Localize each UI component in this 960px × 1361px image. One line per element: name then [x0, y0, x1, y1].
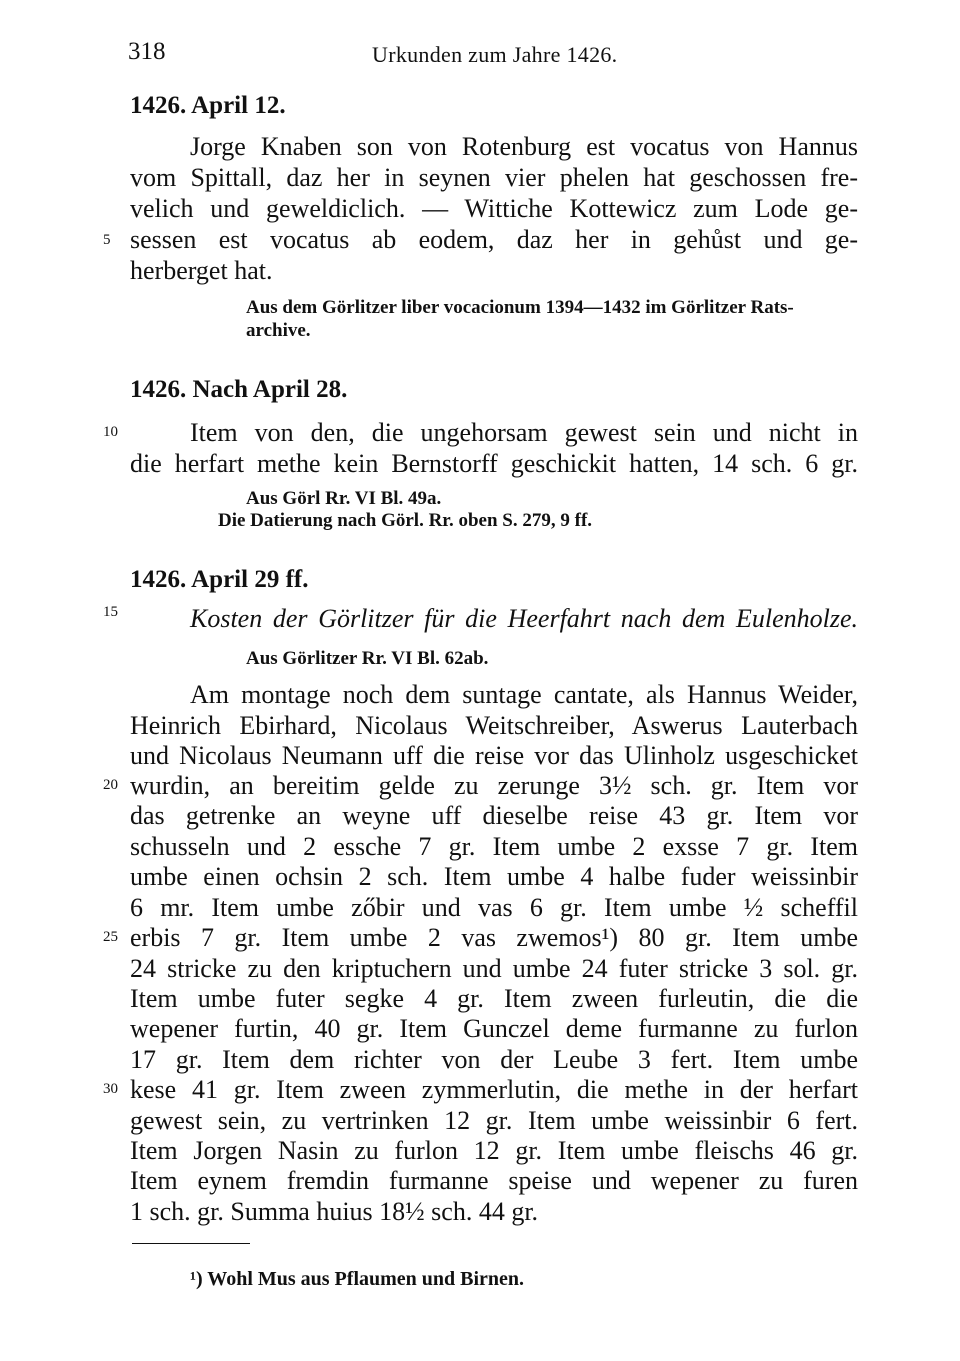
line-number: 5 [103, 232, 111, 248]
text-line: wepener furtin, 40 gr. Item Gunczel deme furmanne zu furlon [130, 1014, 858, 1043]
text-line: schusseln und 2 essche 7 gr. Item umbe 2 exsse 7 gr. Item [130, 832, 858, 861]
text-line: kese 41 gr. Item zween zymmerlutin, die methe in der herfart [130, 1075, 858, 1104]
text-line: 24 stricke zu den kriptuchern und umbe 24 futer stricke 3 sol. gr. [130, 954, 858, 983]
text-line: gewest sein, zu vertrinken 12 gr. Item umbe weissinbir 6 fert. [130, 1106, 858, 1135]
text-line: 6 mr. Item umbe zőbir und vas 6 gr. Item umbe ½ scheffil [130, 893, 858, 922]
source-note: Aus Görl Rr. VI Bl. 49a. [246, 488, 442, 509]
text-line: das getrenke an weyne uff dieselbe reise 43 gr. Item vor [130, 801, 858, 830]
line-number: 15 [103, 604, 118, 620]
text-line: Jorge Knaben son von Rotenburg est vocatus von Hannus [190, 132, 858, 161]
source-note: Aus Görlitzer Rr. VI Bl. 62ab. [246, 648, 489, 669]
text-line: Heinrich Ebirhard, Nicolaus Weitschreiber, Aswerus Lauterbach [130, 711, 858, 740]
text-line: erbis 7 gr. Item umbe 2 vas zwemos¹) 80 gr. Item umbe [130, 923, 858, 952]
text-line: 17 gr. Item dem richter von der Leube 3 fert. Item umbe [130, 1045, 858, 1074]
text-line: 1 sch. gr. Summa huius 18½ sch. 44 gr. [130, 1197, 539, 1226]
line-number: 30 [103, 1081, 118, 1097]
footnote: ¹) Wohl Mus aus Pflaumen und Birnen. [190, 1268, 525, 1290]
text-line: umbe einen ochsin 2 sch. Item umbe 4 halbe fuder weissinbir [130, 862, 858, 891]
entry-date: 1426. Nach April 28. [130, 376, 348, 403]
text-line: Item umbe futer segke 4 gr. Item zween furleutin, die die [130, 984, 858, 1013]
text-line: wurdin, an bereitim gelde zu zerunge 3½ sch. gr. Item vor [130, 771, 858, 800]
line-number: 10 [103, 424, 118, 440]
source-note: archive. [246, 320, 311, 341]
text-line: vom Spittall, daz her in seynen vier phelen hat geschossen fre- [130, 163, 858, 192]
line-number: 25 [103, 929, 118, 945]
text-line: Item eynem fremdin furmanne speise und wepener zu furen [130, 1166, 858, 1195]
text-line: Am montage noch dem suntage cantate, als Hannus Weider, [190, 680, 858, 709]
text-line: velich und geweldiclich. — Wittiche Kottewicz zum Lode ge- [130, 194, 858, 223]
text-line: und Nicolaus Neumann uff die reise vor das Ulinholz usgeschicket [130, 741, 858, 770]
line-number: 20 [103, 777, 118, 793]
source-note: Aus dem Görlitzer liber vocacionum 1394—1432 im Görlitzer Rats- [246, 297, 794, 318]
text-line: herberget hat. [130, 256, 273, 285]
running-title: Urkunden zum Jahre 1426. [372, 42, 618, 67]
entry-date: 1426. April 29 ff. [130, 566, 309, 593]
entry-title: Kosten der Görlitzer für die Heerfahrt nach dem Eulenholze. [190, 604, 858, 633]
text-line: sessen est vocatus ab eodem, daz her in gehůst und ge- [130, 225, 858, 254]
entry-date: 1426. April 12. [130, 92, 286, 119]
text-line: Item von den, die ungehorsam gewest sein und nicht in [190, 418, 858, 447]
page-number: 318 [128, 38, 166, 65]
text-line: Item Jorgen Nasin zu furlon 12 gr. Item umbe fleischs 46 gr. [130, 1136, 858, 1165]
footnote-rule [132, 1243, 250, 1244]
text-line: die herfart methe kein Bernstorff geschickit hatten, 14 sch. 6 gr. [130, 449, 858, 478]
source-note: Die Datierung nach Görl. Rr. oben S. 279, 9 ff. [218, 510, 593, 531]
